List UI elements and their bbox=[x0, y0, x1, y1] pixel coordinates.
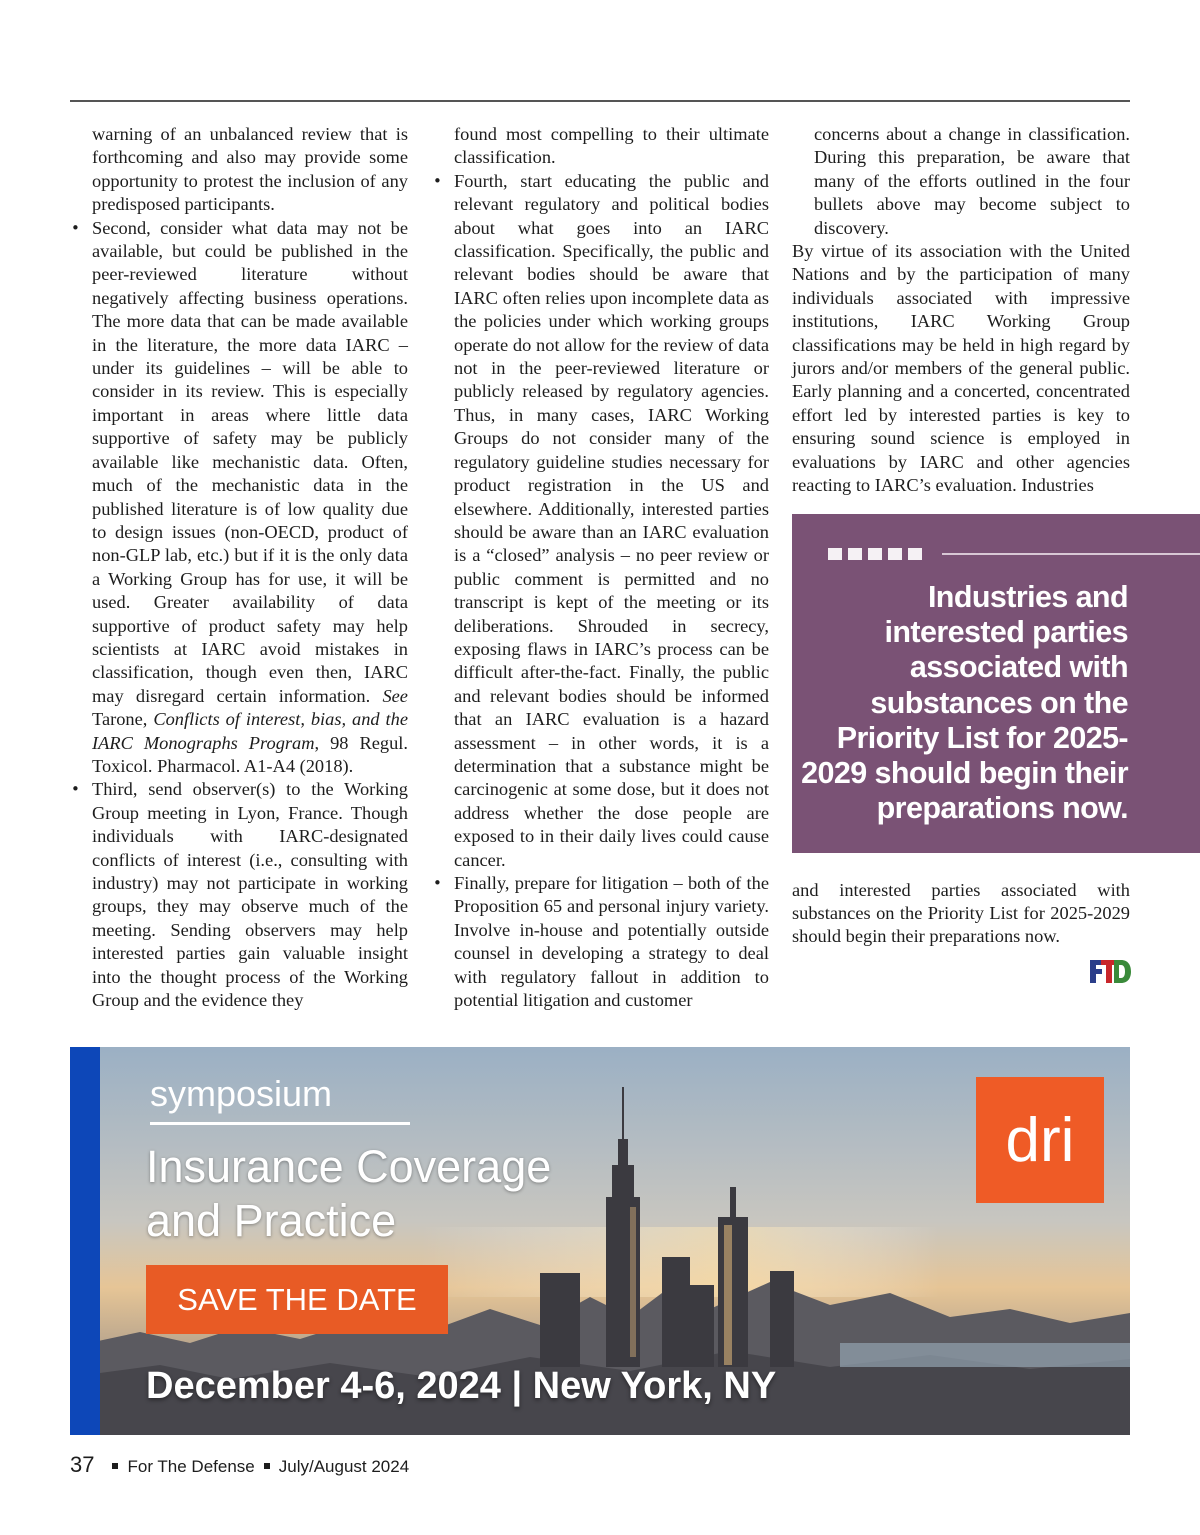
paragraph: warning of an unbalanced review that is forthcoming and also may provide some opportunity to protest the inclusion of any predisposed participants. bbox=[92, 124, 408, 215]
citation-author: Tarone, bbox=[92, 709, 154, 730]
ad-title-line-1: Insurance Coverage bbox=[146, 1141, 552, 1192]
page-number: 37 bbox=[70, 1452, 95, 1477]
ad-title bbox=[146, 1140, 706, 1248]
decorative-line bbox=[942, 553, 1200, 555]
citation-title: Conflicts of interest, bias, and the IARC Monographs Program bbox=[92, 709, 408, 753]
bullet-second bbox=[70, 217, 408, 779]
pull-quote-text: Industries and interested parties associated with substances on the Priority List for 2025-2029 should begin their preparations now. bbox=[801, 580, 1128, 826]
issue-date: July/August 2024 bbox=[278, 1457, 410, 1476]
dri-logo: dri bbox=[976, 1077, 1104, 1203]
ad-kicker-underline bbox=[150, 1122, 410, 1125]
pull-quote-box bbox=[792, 514, 1200, 853]
ftd-logo-icon bbox=[1088, 956, 1132, 986]
symposium-advertisement[interactable] bbox=[70, 1047, 1130, 1435]
publication-name: For The Defense bbox=[127, 1457, 255, 1476]
top-rule bbox=[70, 100, 1130, 102]
save-the-date-button[interactable]: SAVE THE DATE bbox=[146, 1265, 448, 1334]
column-1 bbox=[70, 123, 408, 1012]
separator-square-icon bbox=[264, 1463, 270, 1469]
paragraph-continued: and interested parties associated with substances on the Priority List for 2025-2029 should begin their preparations now. bbox=[792, 879, 1130, 947]
ad-kicker: symposium bbox=[150, 1073, 333, 1114]
paragraph: found most compelling to their ultimate classification. bbox=[454, 124, 769, 168]
ad-date-location: December 4-6, 2024 | New York, NY bbox=[146, 1365, 777, 1407]
paragraph: concerns about a change in classification. During this preparation, be aware that many of the efforts outlined in the four bullets above may become subject to discovery. bbox=[814, 124, 1130, 238]
ad-title-line-2: and Practice bbox=[146, 1195, 397, 1246]
bullet-finally: • Finally, prepare for litigation – both of the Proposition 65 and personal injury variety. Involve in-house and potentially outside counsel in developing a strategy to deal with regulatory fallout in addition to potential litigation and customer bbox=[432, 872, 769, 1012]
paragraph: By virtue of its association with the United Nations and by the participation of many individuals associated with impressive institutions, IARC Working Group classifications may be held in high regard by jurors and/or members of the general public. Early planning and a concerted, concentrated effort led by interested parties is key to ensuring sound science is employed in evaluations by IARC and other agencies reacting to IARC’s evaluation. Industries bbox=[792, 241, 1130, 496]
decorative-squares bbox=[828, 548, 922, 560]
bullet-fourth: • Fourth, start educating the public and relevant regulatory and political bodies about what goes into an IARC classification. Specifically, the public and relevant bodies should be aware that IARC often relies upon incomplete data as the policies under which working groups operate do not allow for the review of data not in the peer-reviewed literature or publicly released by regulatory agencies. Thus, in many cases, IARC Working Groups do not consider many of the regulatory guideline studies necessary for product registration in the US and elsewhere. Additionally, interested parties should be aware than an IARC evaluation is a “closed” analysis – no peer review or public comment is permitted and no transcript is kept of the meeting or its deliberations. Shrouded in secrecy, exposing flaws in IARC’s process can be difficult after-the-fact. Finally, the public and relevant bodies should be informed that an IARC evaluation is a hazard assessment – in other words, it is a determination that a substance might be carcinogenic at some dose, but it does not address whether the dose people are exposed to in their daily lives could cause cancer. bbox=[432, 170, 769, 872]
column-2 bbox=[432, 123, 769, 1012]
citation-source: , 98 Regul. Toxicol. Pharmacol. A1-A4 (2018). bbox=[92, 732, 408, 776]
bullet-text: Second, consider what data may not be available, but could be published in the peer-reviewed literature without negatively affecting business operations. The more data that can be made available in the literature, the more data IARC – under its guidelines – will be able to consider in its review. This is especially important in areas where little data supportive of safety may be publicly available like mechanistic data. Often, much of the mechanistic data in the published literature is of low quality due to design issues (non-OECD, product of non-GLP lab, etc.) but if it is the only data a Working Group has for use, it will be used. Greater availability of data supportive of product safety may help scientists at IARC avoid mistakes in classification, though even then, IARC may disregard certain information. bbox=[92, 217, 408, 706]
ad-blue-bar bbox=[70, 1047, 100, 1435]
separator-square-icon bbox=[112, 1463, 118, 1469]
page-footer bbox=[70, 1452, 409, 1478]
see-signal: See bbox=[382, 685, 408, 706]
bullet-third: • Third, send observer(s) to the Working Group meeting in Lyon, France. Though individuals with IARC-designated conflicts of interest (i.e., consulting with industry) may not participate in working groups, they may observe much of the meeting. Sending observers may help interested parties gain valuable insight into the thought process of the Working Group and the evidence they bbox=[70, 778, 408, 1012]
